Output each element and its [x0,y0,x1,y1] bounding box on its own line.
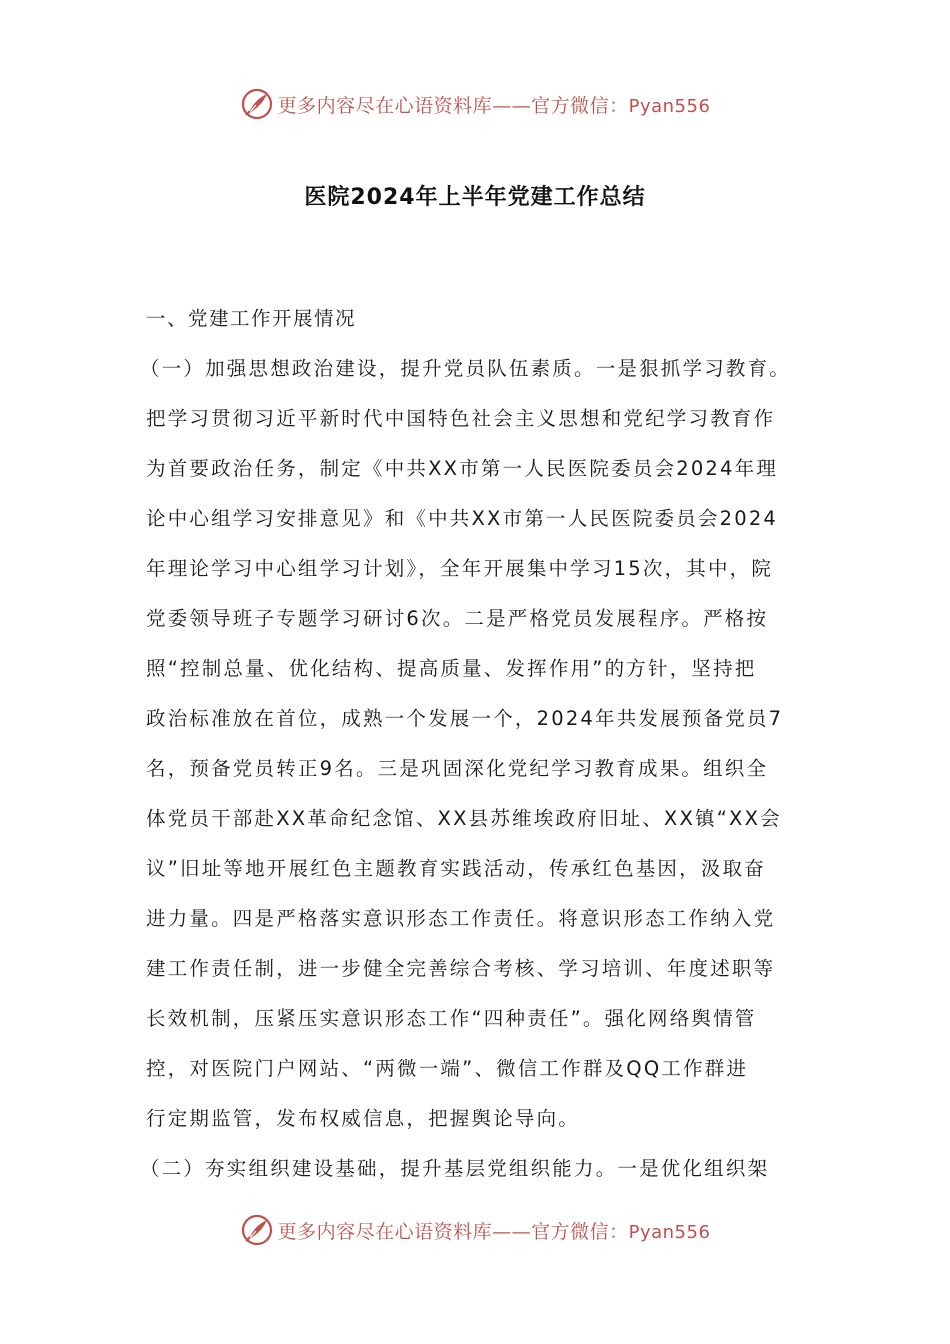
wechat-id: Pyan556 [628,1221,711,1243]
paragraph-line: （二）夯实组织建设基础，提升基层党组织能力。一是优化组织架 [140,1157,770,1180]
watermark-text: 更多内容尽在心语资料库——官方微信：Pyan556 [277,1220,711,1243]
wechat-id: Pyan556 [628,95,711,117]
paragraph-line: 行定期监管，发布权威信息，把握舆论导向。 [146,1107,581,1130]
paragraph-line: 党委领导班子专题学习研讨6次。二是严格党员发展程序。严格按 [146,607,769,630]
feather-pen-icon [240,1213,274,1247]
paragraph-line: 照“控制总量、优化结构、提高质量、发挥作用”的方针，坚持把 [146,657,757,680]
section-heading: 一、党建工作开展情况 [146,307,357,330]
paragraph-line: 长效机制，压紧压实意识形态工作“四种责任”。强化网络舆情管 [146,1007,757,1030]
paragraph-line: 控，对医院门户网站、“两微一端”、微信工作群及QQ工作群进 [146,1057,749,1080]
paragraph-line: 把学习贯彻习近平新时代中国特色社会主义思想和党纪学习教育作 [146,407,776,430]
paragraph-line: 政治标准放在首位，成熟一个发展一个，2024年共发展预备党员7 [146,707,784,730]
watermark-text: 更多内容尽在心语资料库——官方微信：Pyan556 [277,94,711,117]
feather-pen-icon [240,87,274,121]
paragraph-line: 为首要政治任务，制定《中共XX市第一人民医院委员会2024年理 [146,457,779,480]
paragraph-line: 名，预备党员转正9名。三是巩固深化党纪学习教育成果。组织全 [146,757,769,780]
paragraph-line: （一）加强思想政治建设，提升党员队伍素质。一是狠抓学习教育。 [140,357,792,380]
document-title: 医院2024年上半年党建工作总结 [304,185,646,210]
document-body [140,300,814,1200]
paragraph-line: 体党员干部赴XX革命纪念馆、XX县苏维埃政府旧址、XX镇“XX会 [146,807,782,830]
paragraph-line: 论中心组学习安排意见》和《中共XX市第一人民医院委员会2024 [146,507,779,530]
paragraph-line: 议”旧址等地开展红色主题教育实践活动，传承红色基因，汲取奋 [146,857,766,880]
watermark-banner-bottom [0,1210,950,1250]
watermark-banner-top [0,84,950,124]
paragraph-line: 建工作责任制，进一步健全完善综合考核、学习培训、年度述职等 [146,957,776,980]
paragraph-line: 年理论学习中心组学习计划》，全年开展集中学习15次，其中，院 [146,557,774,580]
paragraph-line: 进力量。四是严格落实意识形态工作责任。将意识形态工作纳入党 [146,907,776,930]
